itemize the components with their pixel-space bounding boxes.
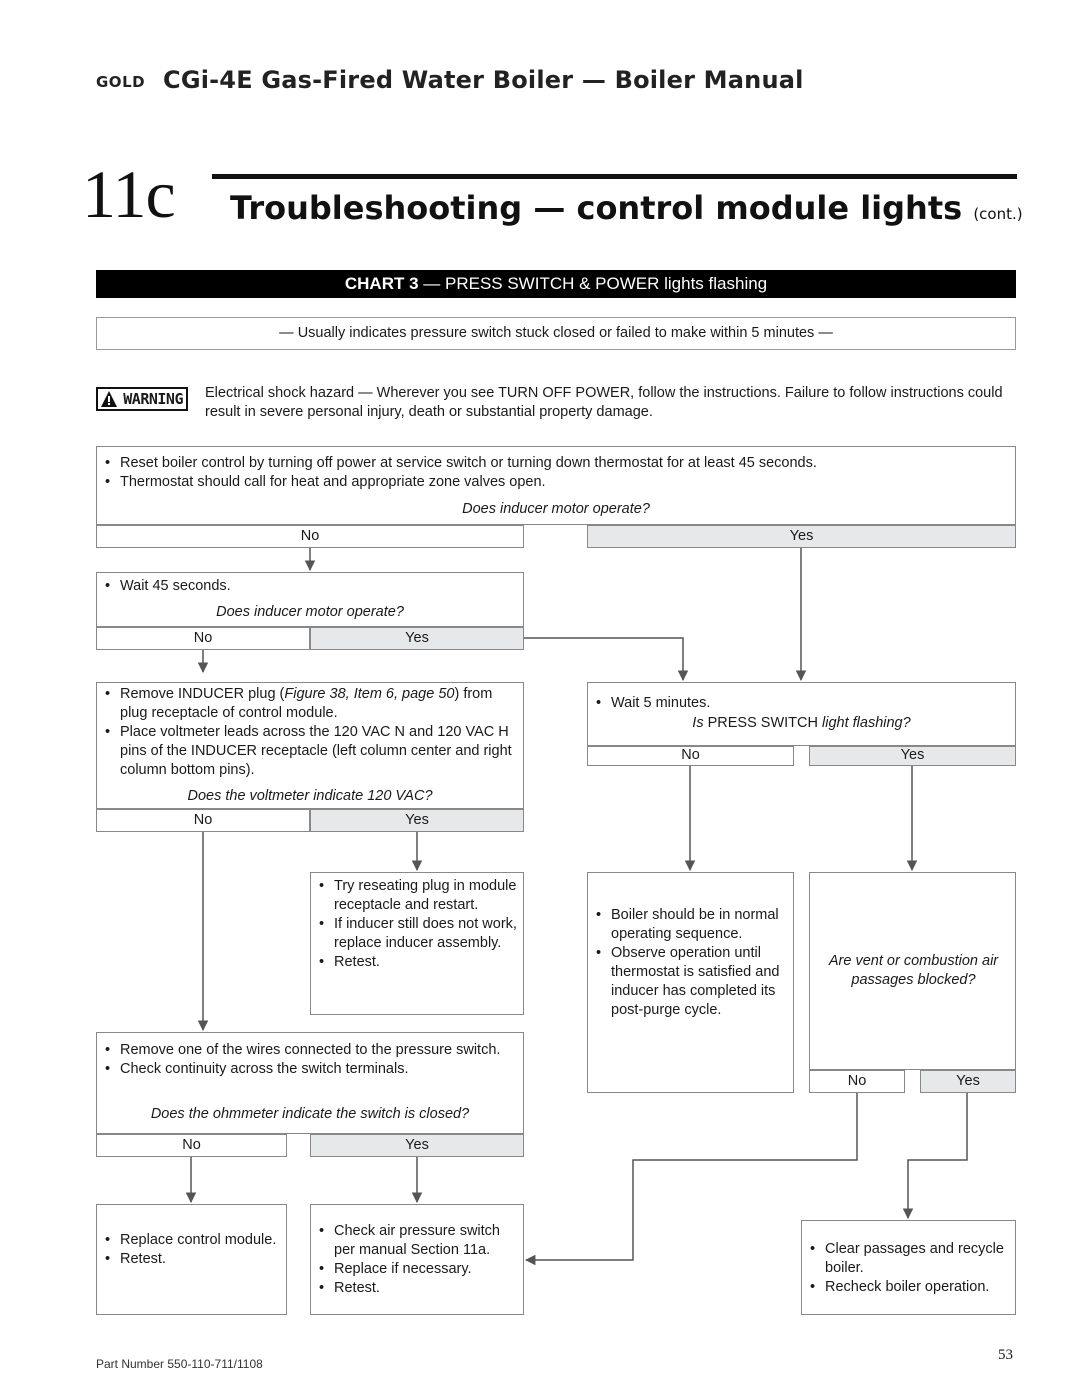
part-number	[96, 1357, 263, 1371]
section-title	[230, 189, 1023, 227]
check-air-list	[315, 1222, 521, 1298]
list-item: • Replace control module.	[101, 1231, 281, 1250]
replace-control-list	[101, 1231, 281, 1269]
list-item: • Recheck boiler operation.	[806, 1278, 1014, 1297]
wait5-yes: Yes	[809, 746, 1016, 766]
reseat-list	[315, 877, 520, 972]
remove-inducer-box	[96, 682, 524, 809]
warning-text: Electrical shock hazard — Wherever you see TURN OFF POWER, follow the instructions. Failure to follow instructions could result in severe personal injury, death or substantial property damage.	[205, 385, 1003, 420]
vent-question: Are vent or combustion air passages blocked?	[828, 953, 999, 988]
list-item: • Replace if necessary.	[315, 1260, 521, 1279]
figure-reference: Figure 38, Item 6, page 50	[284, 686, 455, 702]
list-item: • Retest.	[315, 953, 520, 972]
usually-note: — Usually indicates pressure switch stuck closed or failed to make within 5 minutes —	[96, 317, 1016, 350]
manual-title: CGi-4E Gas-Fired Water Boiler — Boiler Manual	[163, 66, 804, 94]
wait5-question	[588, 714, 1015, 733]
section-rule	[212, 174, 1017, 179]
list-item: • Clear passages and recycle boiler.	[806, 1240, 1014, 1278]
wait45-no: No	[96, 627, 310, 650]
chart-title: — PRESS SWITCH & POWER lights flashing	[423, 274, 768, 293]
vent-yes: Yes	[920, 1070, 1016, 1093]
ohmmeter-no: No	[96, 1134, 287, 1157]
remove-wires-list	[101, 1041, 511, 1079]
clear-passages-box	[801, 1220, 1016, 1315]
wait5-no: No	[587, 746, 794, 766]
list-item: • Check continuity across the switch terminals.	[101, 1060, 511, 1079]
wait45-box	[96, 572, 524, 627]
wait45-question: Does inducer motor operate?	[216, 604, 404, 620]
warning-badge	[96, 387, 188, 411]
start-list	[101, 454, 1006, 492]
normal-operation-list	[592, 906, 790, 1020]
ohmmeter-yes: Yes	[310, 1134, 524, 1157]
chart-title-bar	[96, 270, 1016, 298]
inducer-step-text: Remove INDUCER plug (	[120, 686, 285, 702]
wait5-list	[592, 694, 1007, 713]
reseat-box	[310, 872, 524, 1015]
arrow-wait45-yes	[524, 638, 683, 680]
voltmeter-question: Does the voltmeter indicate 120 VAC?	[187, 788, 433, 804]
list-item	[101, 685, 521, 723]
vent-box	[809, 872, 1016, 1070]
remove-wires-box	[96, 1032, 524, 1134]
normal-operation-box	[587, 872, 794, 1093]
list-item: • If inducer still does not work, replace inducer assembly.	[315, 915, 520, 953]
chart-label: CHART 3	[344, 274, 419, 293]
clear-passages-list	[806, 1240, 1014, 1297]
section-title-text: Troubleshooting — control module lights	[230, 189, 963, 227]
list-item: • Try reseating plug in module receptacle and restart.	[315, 877, 520, 915]
ohmmeter-question: Does the ohmmeter indicate the switch is closed?	[150, 1106, 470, 1122]
arrow-vent-yes	[908, 1093, 967, 1218]
page-number: 53	[998, 1347, 1013, 1363]
list-item: • Observe operation until thermostat is satisfied and inducer has completed its post-purge cycle.	[592, 944, 790, 1020]
check-air-box	[310, 1204, 524, 1315]
voltmeter-no: No	[96, 809, 310, 832]
part-number-label: Part Number	[96, 1357, 165, 1371]
wait5-question-text: light flashing?	[817, 715, 911, 731]
wait5-box	[587, 682, 1016, 746]
list-item: • Retest.	[101, 1250, 281, 1269]
press-switch-label: PRESS SWITCH	[707, 715, 818, 731]
list-item: • Thermostat should call for heat and appropriate zone valves open.	[101, 473, 1006, 492]
brand-label: GOLD	[96, 73, 146, 91]
list-item: • Remove one of the wires connected to the pressure switch.	[101, 1041, 511, 1060]
warning-badge-label: WARNING	[123, 390, 183, 408]
part-number-value: 550-110-711/1108	[167, 1357, 263, 1371]
list-item: • Place voltmeter leads across the 120 VAC N and 120 VAC H pins of the INDUCER receptacle (left column center and right column bottom pins).	[101, 723, 521, 780]
vent-no: No	[809, 1070, 905, 1093]
voltmeter-yes: Yes	[310, 809, 524, 832]
warning-triangle-icon	[100, 390, 118, 408]
remove-inducer-list	[101, 685, 521, 780]
start-no: No	[96, 525, 524, 548]
section-cont: (cont.)	[973, 205, 1023, 223]
inducer-step-text: ) from plug receptacle of control module.	[120, 686, 493, 721]
start-question: Does inducer motor operate?	[462, 501, 650, 517]
section-number: 11c	[82, 156, 175, 232]
list-item: • Boiler should be in normal operating sequence.	[592, 906, 790, 944]
wait45-yes: Yes	[310, 627, 524, 650]
list-item: • Reset boiler control by turning off power at service switch or turning down thermostat for at least 45 seconds.	[101, 454, 1006, 473]
list-item: • Wait 5 minutes.	[592, 694, 1007, 713]
start-box	[96, 446, 1016, 525]
list-item: • Check air pressure switch per manual Section 11a.	[315, 1222, 521, 1260]
wait5-question-text: Is	[692, 715, 708, 731]
list-item: • Retest.	[315, 1279, 521, 1298]
start-yes: Yes	[587, 525, 1016, 548]
wait45-list	[101, 577, 516, 596]
list-item: • Wait 45 seconds.	[101, 577, 516, 596]
replace-control-box	[96, 1204, 287, 1315]
